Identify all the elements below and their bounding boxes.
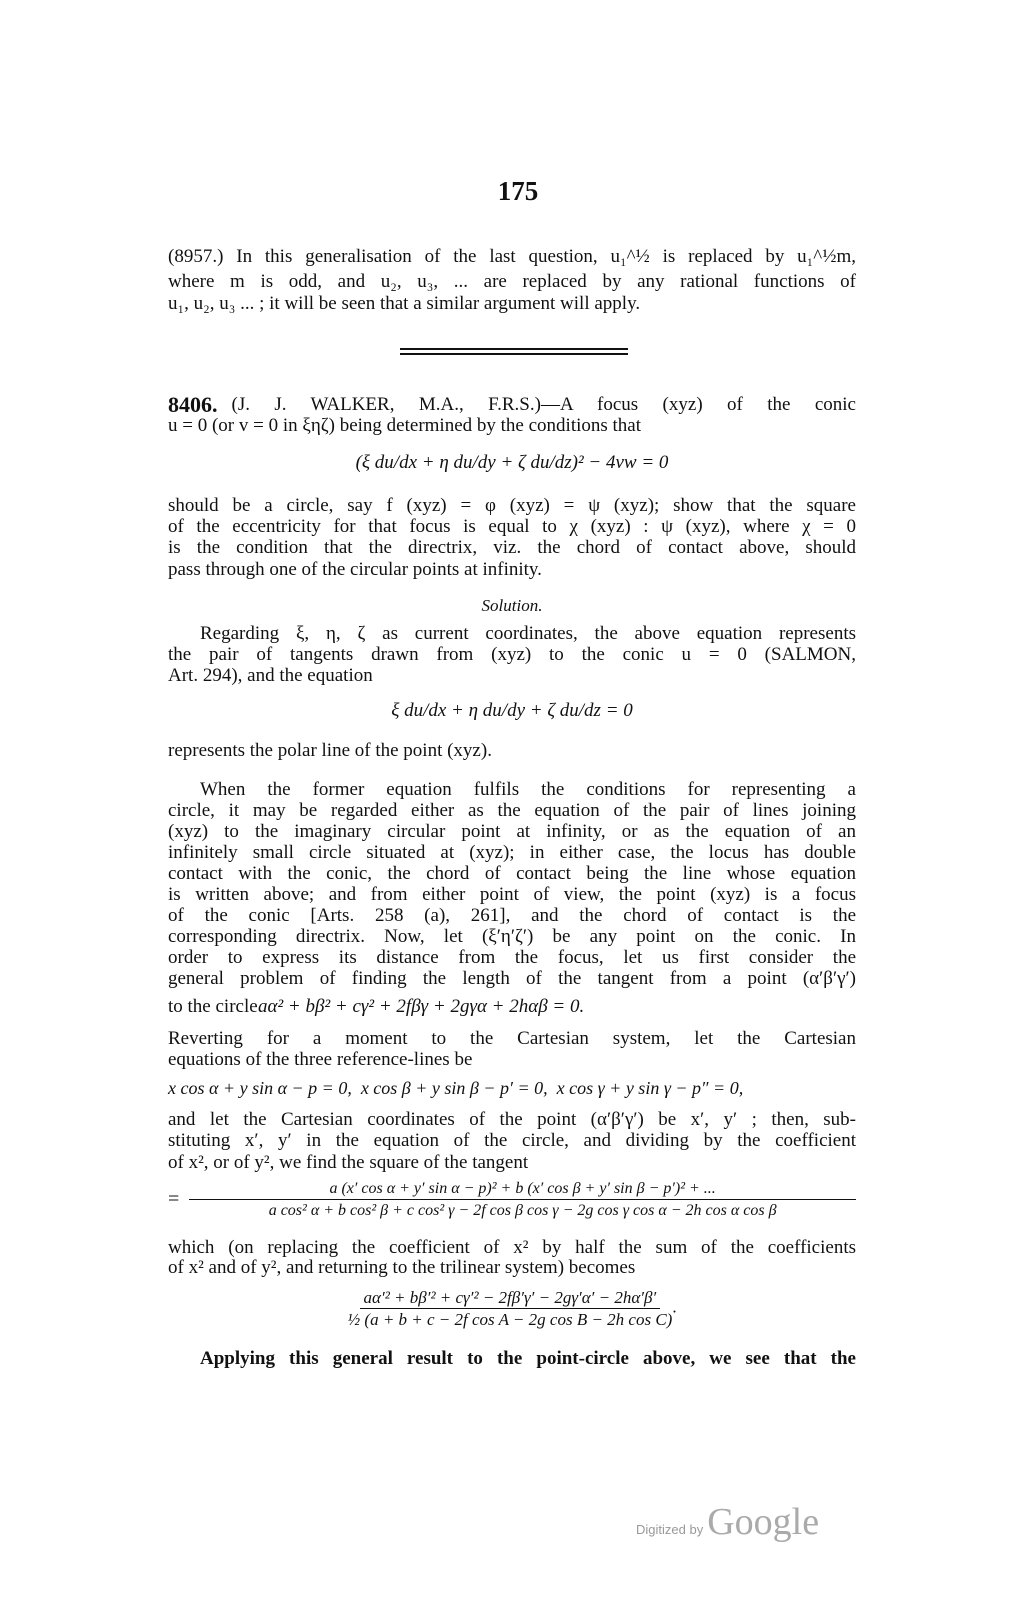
divider-rule [400, 353, 628, 355]
fraction-numerator: aα′² + bβ′² + cγ′² − 2fβ′γ′ − 2gγ′α′ − 2hα′β′ [360, 1287, 661, 1309]
circle-line [168, 996, 856, 1017]
fraction-denominator: ½ (a + b + c − 2f cos A − 2g cos B − 2h cos C) [347, 1310, 673, 1329]
digitized-by-google-watermark [636, 1500, 819, 1544]
google-logo: Google [707, 1501, 820, 1543]
text-line: of x² and of y², and returning to the trilinear system) becomes [168, 1257, 636, 1278]
text-line: of the eccentricity for that focus is equal to χ (xyz) : ψ (xyz), where χ = 0 [168, 516, 856, 537]
text-line: contact with the conic, the chord of contact being the line whose equation [168, 863, 856, 884]
text-line: circle, it may be regarded either as the equation of the pair of lines joining [168, 800, 856, 821]
text-line: u = 0 (or v = 0 in ξηζ) being determined by the conditions that [168, 415, 642, 436]
text-line: Applying this general result to the point-circle above, we see that the [200, 1348, 856, 1369]
text-line: of the conic [Arts. 258 (a), 261], and the chord of contact is the [168, 905, 856, 926]
digitized-by-label: Digitized by [636, 1522, 704, 1537]
solution-heading: Solution. [481, 596, 543, 615]
text-line: general problem of finding the length of the tangent from a point (α′β′γ′) [168, 968, 856, 989]
question-header [168, 394, 856, 415]
text-line: pass through one of the circular points at infinity. [168, 559, 542, 580]
trilinear-fraction [168, 1287, 856, 1330]
text-line: and let the Cartesian coordinates of the point (α′β′γ′) be x′, y′ ; then, sub- [168, 1109, 856, 1130]
text-line: the pair of tangents drawn from (xyz) to the conic u = 0 (SALMON, [168, 644, 856, 665]
text-line: Art. 294), and the equation [168, 665, 373, 686]
fraction-denominator: a cos² α + b cos² β + c cos² γ − 2f cos β cos γ − 2g cos γ cos α − 2h cos α cos β [268, 1202, 777, 1219]
text-line: represents the polar line of the point (xyz). [168, 740, 492, 761]
text-line: should be a circle, say f (xyz) = φ (xyz) = ψ (xyz); show that the square [168, 495, 856, 516]
text-line: stituting x′, y′ in the equation of the circle, and dividing by the coefficient [168, 1130, 856, 1151]
text-line: (xyz) to the imaginary circular point at infinity, or as the equation of an [168, 821, 856, 842]
equals-sign: = [168, 1188, 180, 1210]
text-line: where m is odd, and u₂, u₃, ... are replaced by any rational functions of [168, 271, 856, 292]
text-line: order to express its distance from the focus, let us first consider the [168, 947, 856, 968]
condition-equation: (ξ du/dx + η du/dy + ζ du/dz)² − 4vw = 0 [355, 452, 669, 473]
period: . [672, 1297, 677, 1317]
divider-rule [400, 348, 628, 350]
text-line: which (on replacing the coefficient of x² by half the sum of the coefficients [168, 1237, 856, 1258]
text-line: (8957.) In this generalisation of the last question, u₁^½ is replaced by u₁^½m, [168, 246, 856, 267]
text-line: is the condition that the directrix, viz. the chord of contact above, should [168, 537, 856, 558]
reference-lines-equation: x cos α + y sin α − p = 0, x cos β + y sin β − p′ = 0, x cos γ + y sin γ − p″ = 0, [168, 1078, 744, 1098]
polar-equation: ξ du/dx + η du/dy + ζ du/dz = 0 [391, 700, 633, 721]
text-line: equations of the three reference-lines be [168, 1049, 473, 1070]
text-line: corresponding directrix. Now, let (ξ′η′ζ′) be any point on the conic. In [168, 926, 856, 947]
fraction-numerator: a (x′ cos α + y′ sin α − p)² + b (x′ cos β + y′ sin β − p′)² + ... [189, 1178, 856, 1200]
text-line: to the circle [168, 996, 258, 1017]
text-line: (J. J. WALKER, M.A., F.R.S.)—A focus (xyz) of the conic [231, 394, 856, 415]
tangent-fraction [168, 1178, 856, 1221]
text-line: When the former equation fulfils the conditions for representing a [200, 779, 856, 800]
text-line: Reverting for a moment to the Cartesian system, let the Cartesian [168, 1028, 856, 1049]
text-line: Regarding ξ, η, ζ as current coordinates, the above equation represents [200, 623, 856, 644]
question-number: 8406. [168, 392, 218, 417]
circle-equation: aα² + bβ² + cγ² + 2fβγ + 2gγα + 2hαβ = 0. [258, 996, 585, 1017]
text-line: is written above; and from either point of view, the point (xyz) is a focus [168, 884, 856, 905]
text-line: of x², or of y², we find the square of the tangent [168, 1152, 529, 1173]
text-line: infinitely small circle situated at (xyz); in either case, the locus has double [168, 842, 856, 863]
page-number: 175 [497, 176, 539, 206]
text-line: u₁, u₂, u₃ ... ; it will be seen that a similar argument will apply. [168, 293, 641, 314]
